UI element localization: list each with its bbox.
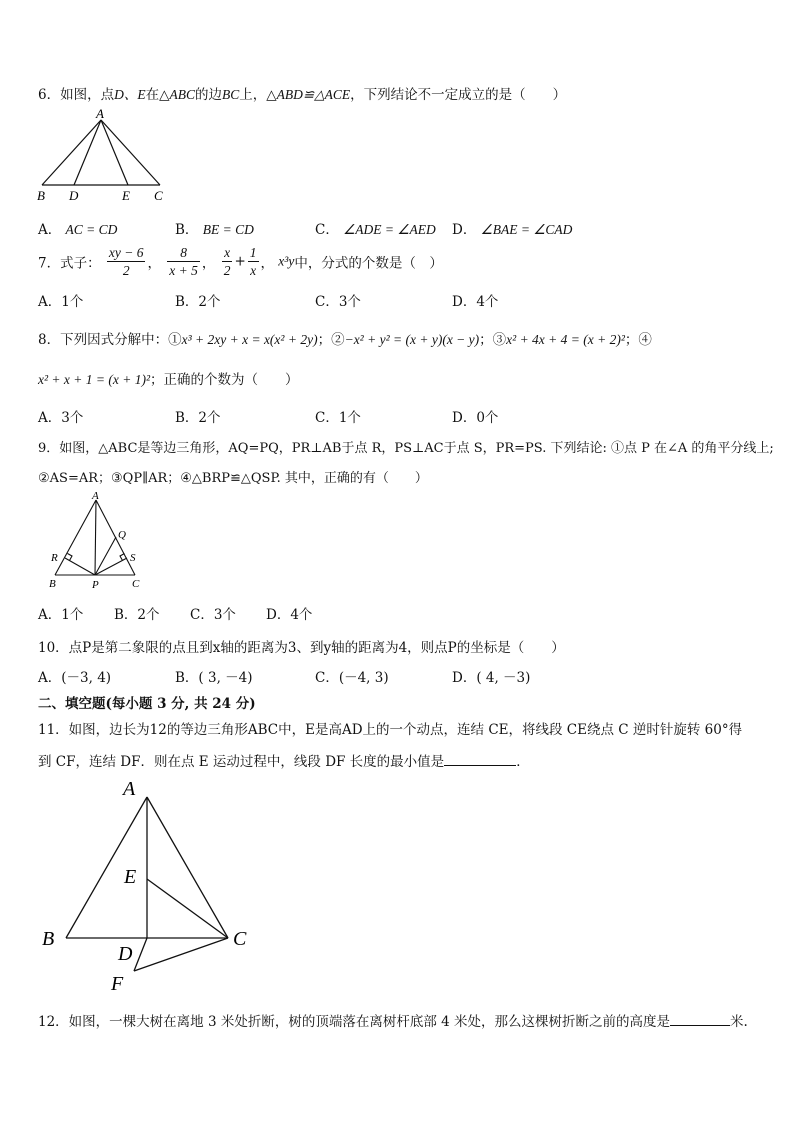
separator: ， <box>147 255 161 272</box>
q6-label-a: A <box>96 108 104 121</box>
option-expr: ∠ADE = ∠AED <box>343 222 436 237</box>
q8-stem-part: ；③ <box>479 332 507 348</box>
q6-option-b <box>175 218 254 238</box>
q6-stem <box>38 83 566 103</box>
q7-option-a: A．1个 <box>38 294 84 310</box>
q9-option-d: D．4个 <box>266 607 313 623</box>
q8-stem-part: ；正确的个数为（ ） <box>150 372 299 388</box>
q11-answer-blank[interactable] <box>444 753 516 766</box>
q6-stem-part: ，下列结论不一定成立的是（ ） <box>350 87 567 103</box>
q6-label-c: C <box>154 188 163 203</box>
plus-sign: + <box>234 253 246 270</box>
q11-line-ac <box>147 797 228 938</box>
option-expr: AC = CD <box>65 222 118 237</box>
q9-label-p: P <box>92 579 99 591</box>
q9-line-pr <box>65 558 95 575</box>
q6-stem-part: D、E <box>114 87 146 102</box>
q8-expr-3: x² + 4x + 4 = (x + 2)² <box>506 332 625 347</box>
option-expr: ∠BAE = ∠CAD <box>480 222 573 237</box>
separator: ， <box>201 255 216 272</box>
separator: ， <box>260 255 274 272</box>
q8-expr-1: x³ + 2xy + x = x(x² + 2y) <box>181 332 318 347</box>
fraction-denominator: x <box>250 263 257 278</box>
q10-stem: 10．点P是第二象限的点且到x轴的距离为3、到y轴的距离为4，则点P的坐标是（ ） <box>38 640 565 656</box>
q8-option-c: C．1个 <box>315 410 361 426</box>
q11-stem-line1: 11．如图，边长为12的等边三角形ABC中，E是高AD上的一个动点，连结 CE，将线段 CE绕点 C 逆时针旋转 60°得 <box>38 722 743 738</box>
q11-figure <box>36 775 266 997</box>
option-letter: D． <box>452 222 477 238</box>
option-expr: BE = CD <box>202 222 254 237</box>
q6-figure <box>30 108 180 206</box>
q8-stem-part: ；② <box>317 332 345 348</box>
option-letter: C． <box>315 222 339 238</box>
q8-expr-2: −x² + y² = (x + y)(x − y) <box>344 332 480 347</box>
q6-label-b: B <box>37 188 45 203</box>
q6-stem-part: 在△ <box>145 87 170 103</box>
q11-stem-line2 <box>38 750 530 770</box>
q8-expr-4: x² + x + 1 = (x + 1)² <box>38 372 151 387</box>
q9-stem-line2: ②AS=AR；③QP∥AR；④△BRP≌△QSP. 其中，正确的有（ ） <box>38 471 428 486</box>
q9-label-a: A <box>92 490 99 502</box>
q11-label-b: B <box>42 928 55 950</box>
q9-line-ap <box>95 500 96 575</box>
q7-option-c: C．3个 <box>315 294 361 310</box>
q6-stem-part: ABC <box>169 87 195 102</box>
fraction-numerator: x <box>222 244 233 262</box>
q11-label-d: D <box>118 943 133 965</box>
q6-stem-part: ABD≌△ACE <box>276 87 351 102</box>
q9-label-b: B <box>49 578 56 590</box>
q6-line-ad <box>74 120 101 185</box>
q8-stem-line1 <box>38 328 652 348</box>
option-letter: B． <box>175 222 199 238</box>
q12-stem <box>38 1010 748 1030</box>
q6-option-c <box>315 218 436 238</box>
q9-stem-line1: 9．如图，△ABC是等边三角形，AQ=PQ，PR⊥AB于点 R，PS⊥AC于点 S，PR=PS. 下列结论: ①点 P 在∠A 的角平分线上; <box>38 441 774 456</box>
fraction-numerator: xy − 6 <box>108 245 144 260</box>
section-title: 二、填空题(每小题 3 分, 共 24 分) <box>38 696 256 712</box>
q6-option-d <box>452 218 572 238</box>
q8-stem-part: ；④ <box>624 332 652 348</box>
q7-term-5: x³y <box>278 253 295 269</box>
q11-line-ec <box>147 879 228 938</box>
q10-option-a: A．(－3, 4) <box>38 670 112 686</box>
q7-stem-part: 中，分式的个数是（ ） <box>294 255 443 272</box>
q12-stem-part: 米. <box>730 1014 748 1030</box>
q6-line-ac <box>101 120 160 185</box>
q9-figure <box>38 490 148 592</box>
q6-line-ae <box>101 120 128 185</box>
q9-label-s: S <box>130 552 136 564</box>
q7-option-d: D．4个 <box>452 294 499 310</box>
q8-option-a: A．3个 <box>38 410 84 426</box>
q6-line-ab <box>42 120 101 185</box>
q9-label-q: Q <box>118 529 126 541</box>
q11-line-cf <box>134 938 228 971</box>
q7-fraction-4 <box>248 244 259 279</box>
q9-option-a: A．1个 <box>38 607 84 623</box>
q9-label-r: R <box>51 552 58 564</box>
q11-stem-part: 到 CF，连结 DF．则在点 E 运动过程中，线段 DF 长度的最小值是 <box>38 754 445 770</box>
q7-option-b: B．2个 <box>175 294 221 310</box>
q11-line-df <box>134 938 147 971</box>
q8-option-d: D．0个 <box>452 410 499 426</box>
q6-label-d: D <box>69 188 79 203</box>
q10-option-d: D．( 4, －3) <box>452 670 531 686</box>
q11-stem-part: ． <box>516 754 530 770</box>
q6-label-e: E <box>122 188 130 203</box>
fraction-denominator: 2 <box>122 263 130 278</box>
q6-stem-part: 上，△ <box>239 87 277 103</box>
q6-stem-part: BC <box>221 87 240 102</box>
q6-stem-part: 的边 <box>194 87 222 103</box>
q11-label-e: E <box>124 866 137 888</box>
q11-label-a: A <box>123 778 136 800</box>
fraction-denominator: 2 <box>223 263 231 278</box>
q9-label-c: C <box>132 578 140 590</box>
q6-option-a <box>38 218 117 238</box>
fraction-numerator: 8 <box>167 244 200 262</box>
q10-option-c: C．(－4, 3) <box>315 670 389 686</box>
q9-option-b: B．2个 <box>114 607 160 623</box>
q11-label-c: C <box>233 928 247 950</box>
fraction-denominator: x + 5 <box>169 263 198 278</box>
q7-fraction-1 <box>107 244 146 279</box>
q10-option-b: B．( 3, －4) <box>175 670 253 686</box>
q7-fraction-3 <box>222 244 233 279</box>
q11-label-f: F <box>111 973 124 995</box>
q7-fraction-2 <box>167 244 200 279</box>
q6-stem-part: 6．如图，点 <box>38 87 115 103</box>
q9-option-c: C．3个 <box>190 607 236 623</box>
option-letter: A． <box>38 222 62 238</box>
q8-option-b: B．2个 <box>175 410 221 426</box>
q12-answer-blank[interactable] <box>670 1013 730 1026</box>
q7-stem <box>38 244 443 279</box>
q8-stem-line2 <box>38 368 299 388</box>
fraction-numerator: 1 <box>249 245 257 260</box>
q7-stem-part: 7．式子： <box>38 255 101 272</box>
q8-stem-part: 8．下列因式分解中：① <box>38 332 182 348</box>
q12-stem-part: 12．如图，一棵大树在离地 3 米处折断，树的顶端落在离树杆底部 4 米处，那么这棵树折断之前的高度是 <box>38 1014 671 1030</box>
